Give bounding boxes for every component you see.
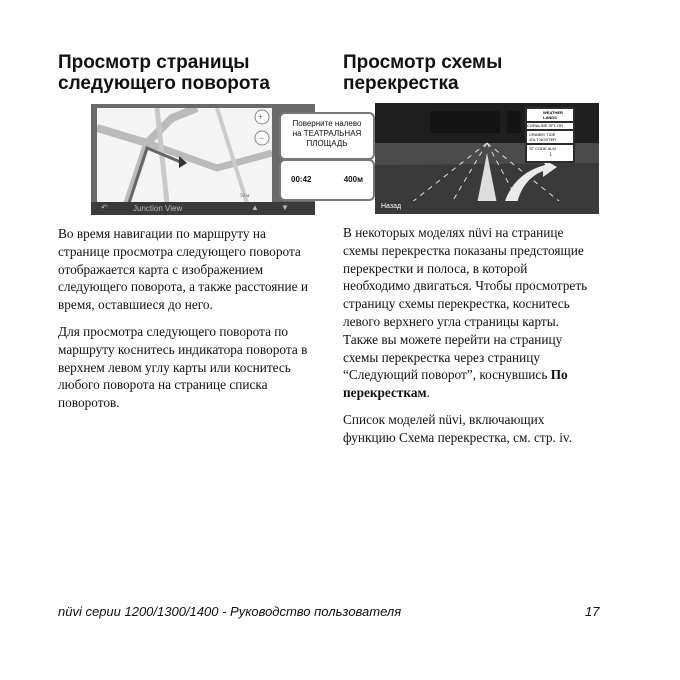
footer-manual-title: nüvi серии 1200/1300/1400 - Руководство пользователя: [58, 604, 402, 619]
paragraph-text: .: [426, 385, 430, 401]
back-button[interactable]: [375, 201, 599, 214]
junction-view-paragraph-2: Список моделей nüvi, включающих функцию Схема перекрестка, см. стр. iv.: [343, 411, 573, 445]
junction-view-screenshot: [375, 103, 599, 214]
down-arrow-icon: ↓: [549, 151, 553, 158]
left-column: [58, 52, 363, 412]
sign-text: CRABBY TIDE: [529, 132, 556, 137]
sign-text: LANDS: [543, 115, 557, 120]
map-scale-label: 50 м: [240, 194, 250, 199]
screen-bottom-bar: [91, 202, 315, 215]
turn-text-line: Поверните налево: [292, 119, 362, 128]
down-arrow-icon[interactable]: ▼: [281, 203, 289, 212]
next-turn-paragraph-2: Для просмотра следующего поворота по маршруту коснитесь индикатора поворота в верхнем левом углу карты или коснитесь любого поворота на странице списка поворотов.: [58, 323, 308, 411]
sign-text: JOLT NOSTER: [529, 137, 557, 142]
distance-remaining: 400м: [343, 175, 363, 184]
time-remaining: 00:42: [291, 175, 312, 184]
heading-line: перекрестка: [343, 73, 459, 94]
paragraph-text: В некоторых моделях nüvi на странице схемы перекрестка показаны предстоящие перекрестки и полоса, в которой необходимо двигаться. Чтобы просмотреть страницу схемы перекрестка, коснитесь левого верхнего угла страницы карты. Также вы можете перейти на страницу схемы перекрестка через страницу “Следующий поворот”, коснувшись: [343, 225, 588, 383]
right-column: [343, 52, 593, 447]
junction-view-paragraph-1: [343, 224, 593, 402]
by-junctions-term: По перекресткам: [343, 367, 568, 401]
turn-map: [97, 108, 272, 203]
map-drawing: [97, 108, 272, 203]
up-arrow-icon[interactable]: ▲: [251, 203, 259, 212]
heading-line: Просмотр страницы: [58, 52, 250, 73]
back-arrow-icon[interactable]: ↶: [101, 203, 108, 212]
junction-view-heading: [343, 52, 593, 94]
heading-line: следующего поворота: [58, 73, 270, 94]
next-turn-screenshot: [91, 104, 363, 215]
sign-text: ST CODE ALM: [529, 146, 556, 151]
next-turn-paragraph-1: Во время навигации по маршруту на странице просмотра следующего поворота отображается карта с изображением следующего поворота, а также расстояние и время, оставшиеся до него.: [58, 226, 308, 313]
svg-text:+: +: [258, 112, 264, 122]
turn-text-line: ПЛОЩАДЬ: [306, 139, 348, 148]
svg-text:−: −: [259, 133, 265, 143]
sign-text: CORALINE SF1 OR: [527, 123, 564, 128]
heading-line: Просмотр схемы: [343, 52, 503, 73]
turn-text-line: на ТЕАТРАЛЬНАЯ: [292, 129, 362, 138]
junction-view-label[interactable]: Junction View: [133, 204, 183, 213]
highway-sign: [525, 107, 575, 163]
sign-text: WEATHER: [543, 110, 563, 115]
next-turn-heading: [58, 52, 308, 94]
page-number: 17: [585, 604, 600, 619]
back-label: Назад: [381, 203, 402, 210]
